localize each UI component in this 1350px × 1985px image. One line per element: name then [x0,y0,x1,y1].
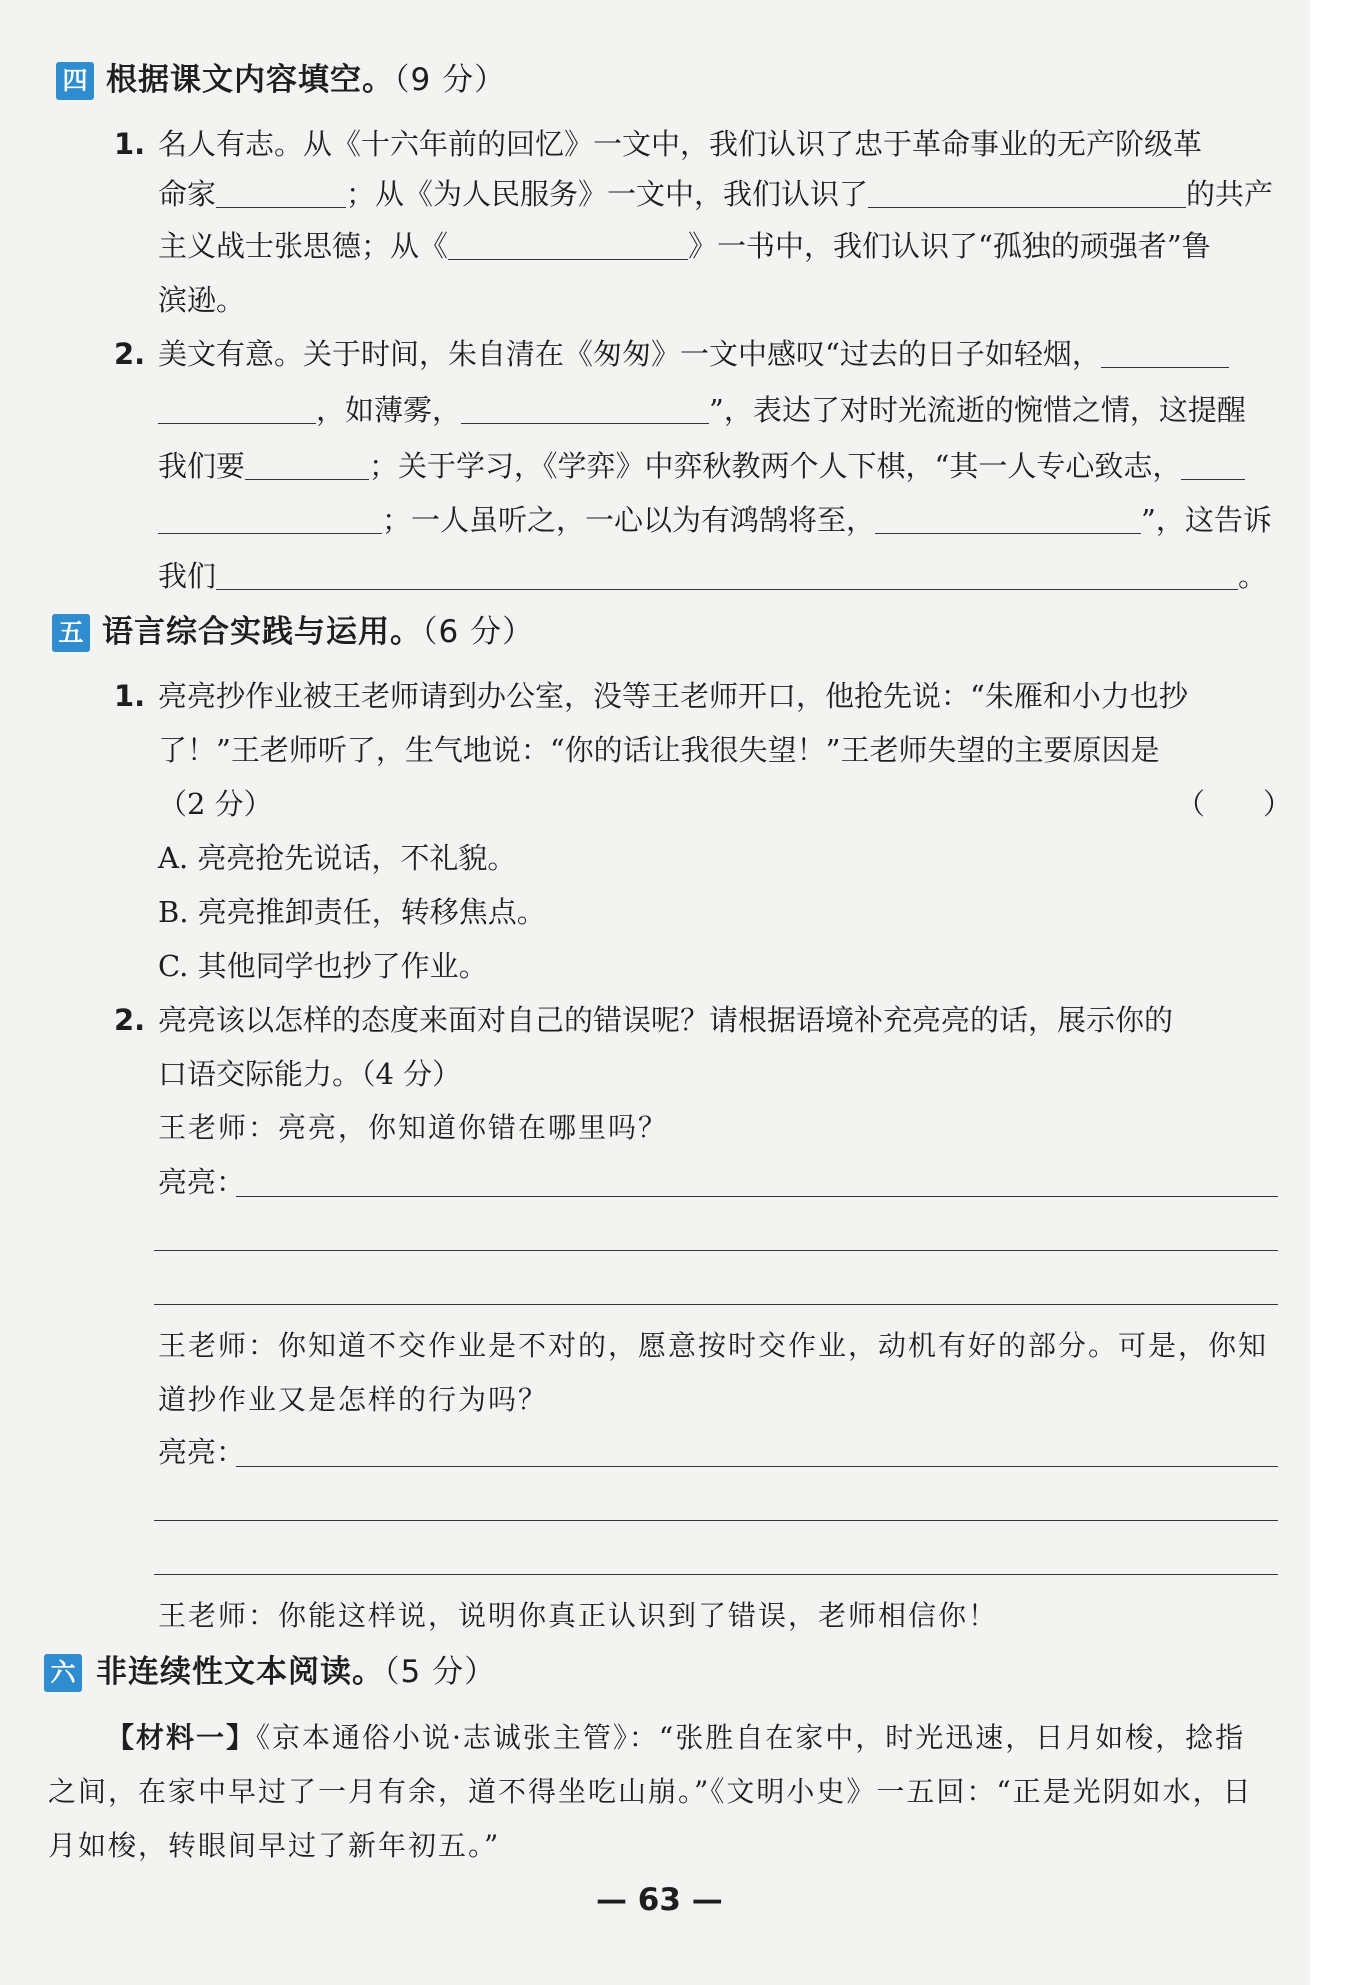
answer-line[interactable] [236,1196,1278,1197]
section-score: （9 分） [394,62,507,98]
answer-line[interactable] [154,1574,1278,1575]
section-title-text: 非连续性文本阅读。 [96,1654,384,1690]
question-text: （2 分） [158,787,273,821]
answer-line[interactable] [154,1520,1278,1521]
answer-line[interactable] [154,1250,1278,1251]
answer-blank[interactable] [461,393,709,424]
material-text: 【材料一】《京本通俗小说·志诚张主管》：“张胜自在家中，时光迅速，日月如梭，捻指 [106,1721,1246,1754]
answer-blank[interactable] [868,177,1186,208]
section-badge-6: 六 [44,1654,82,1692]
question-text: 我们 。 [158,559,1268,593]
section-title-text: 语言综合实践与运用。 [102,614,422,650]
answer-blank[interactable] [216,559,1238,590]
question-text: 主义战士张思德；从《 》一书中，我们认识了“孤独的顽强者”鲁 [158,229,1211,263]
answer-blank[interactable] [245,449,369,480]
question-text: 口语交际能力。（4 分） [158,1057,462,1091]
answer-line[interactable] [236,1466,1278,1467]
question-number: 2. [114,1003,146,1037]
dialogue-line: 道抄作业又是怎样的行为吗？ [158,1383,549,1416]
answer-blank[interactable] [875,503,1141,534]
question-number: 1. [114,679,146,713]
question-number: 1. [114,127,146,161]
section-score: （6 分） [422,614,535,650]
answer-blank[interactable] [158,393,316,424]
question-text: 亮亮该以怎样的态度来面对自己的错误呢？请根据语境补充亮亮的话，展示你的 [158,1003,1174,1037]
option-b[interactable]: B. 亮亮推卸责任，转移焦点。 [158,895,546,929]
question-text: ；一人虽听之，一心以为有鸿鹄将至， ”，这告诉 [158,500,1272,540]
option-a[interactable]: A. 亮亮抢先说话，不礼貌。 [158,841,517,875]
section-title-text: 根据课文内容填空。 [106,62,394,98]
answer-line[interactable] [154,1304,1278,1305]
answer-blank[interactable] [216,177,346,208]
answer-parentheses[interactable]: （ ） [1176,787,1293,821]
section-badge-4: 四 [56,62,94,100]
page-number: — 63 — [596,1882,723,1918]
question-text: 了！”王老师听了，生气地说：“你的话让我很失望！”王老师失望的主要原因是 [158,733,1160,767]
question-text: 我们要 ；关于学习，《学弈》中弈秋教两个人下棋，“其一人专心致志， [158,446,1245,486]
material-text: 之间，在家中早过了一月有余，道不得坐吃山崩。”《文明小史》一五回：“正是光阴如水，日 [48,1775,1253,1808]
material-label: 【材料一】 [106,1721,257,1754]
answer-blank[interactable] [1181,449,1245,480]
section-score: （5 分） [384,1654,497,1690]
dialogue-line: 王老师：你知道不交作业是不对的，愿意按时交作业，动机有好的部分。可是，你知 [158,1329,1269,1362]
dialogue-line: 王老师：你能这样说，说明你真正认识到了错误，老师相信你！ [158,1599,999,1632]
answer-blank[interactable] [1101,337,1229,368]
dialogue-line: 王老师：亮亮，你知道你错在哪里吗？ [158,1111,669,1144]
question-text: 美文有意。关于时间，朱自清在《匆匆》一文中感叹“过去的日子如轻烟， [158,334,1229,374]
question-number: 2. [114,337,146,371]
speaker-label: 亮亮： [158,1435,246,1469]
section-title-5 [102,612,534,652]
option-c[interactable]: C. 其他同学也抄了作业。 [158,949,488,983]
question-text: 亮亮抄作业被王老师请到办公室，没等王老师开口，他抢先说：“朱雁和小力也抄 [158,679,1188,713]
question-text: 滨逊。 [158,283,246,317]
answer-blank[interactable] [448,229,688,260]
section-title-6 [96,1652,496,1692]
speaker-label: 亮亮： [158,1165,246,1199]
section-badge-5: 五 [52,614,90,652]
question-text: ，如薄雾， ”，表达了对时光流逝的惋惜之情，这提醒 [158,390,1246,430]
question-text: 名人有志。从《十六年前的回忆》一文中，我们认识了忠于革命事业的无产阶级革 [158,127,1203,161]
answer-blank[interactable] [158,503,382,534]
question-text: 命家 ；从《为人民服务》一文中，我们认识了 的共产 [158,177,1274,211]
material-text: 月如梭，转眼间早过了新年初五。” [48,1829,501,1862]
section-title-4 [106,60,506,100]
